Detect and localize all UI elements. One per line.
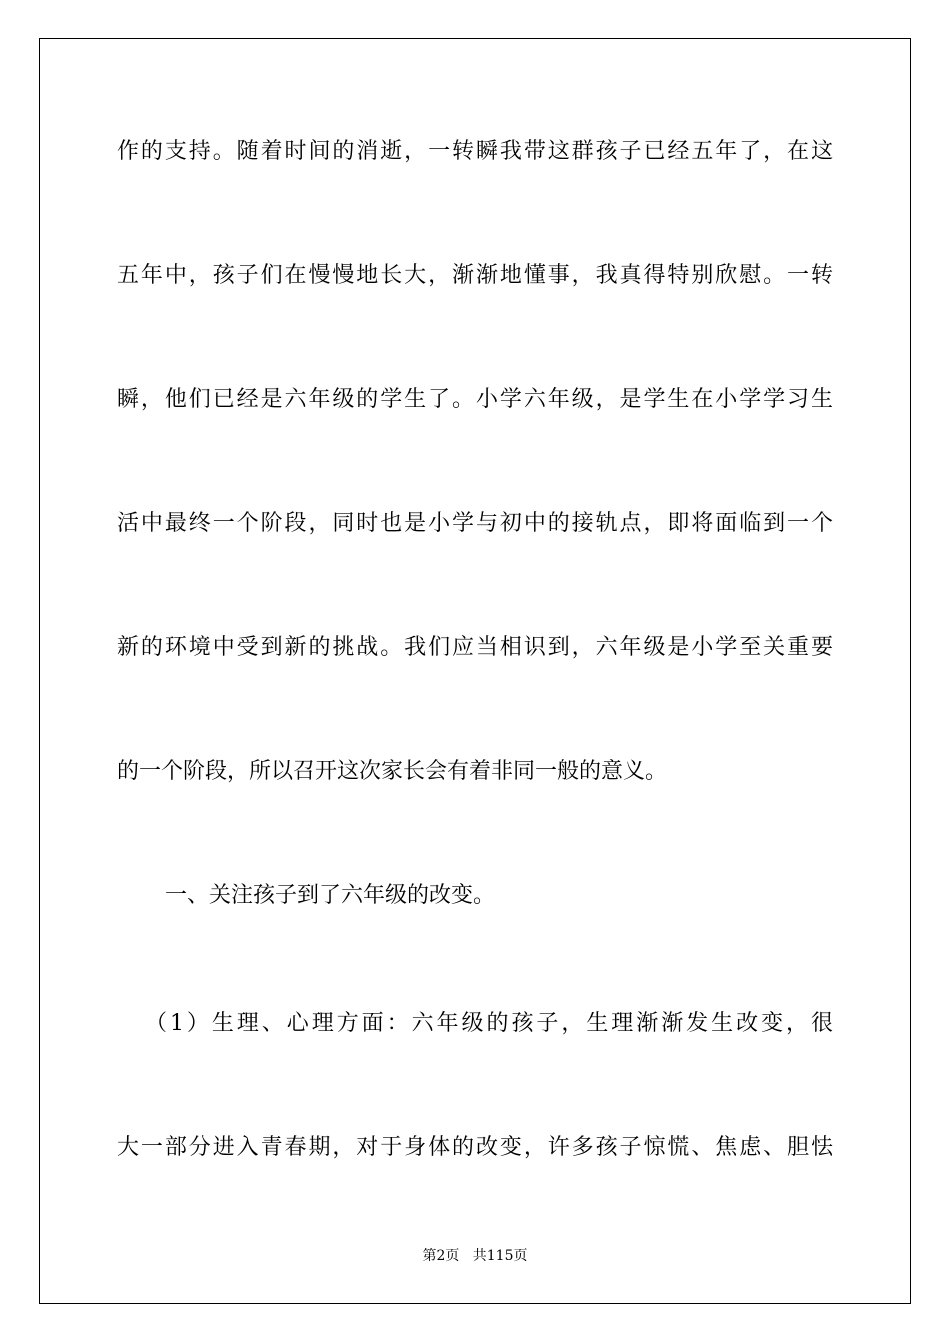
body-line-2: 五年中，孩子们在慢慢地长大，渐渐地懂事，我真得特别欣慰。一转 [117,263,833,288]
page-number: 第2页 [422,1248,460,1264]
body-line-8: （1）生理、心理方面：六年级的孩子，生理渐渐发生改变，很 [145,1011,833,1036]
body-line-6: 的一个阶段，所以召开这次家长会有着非同一般的意义。 [117,759,668,784]
body-line-4: 活中最终一个阶段，同时也是小学与初中的接轨点，即将面临到一个 [117,511,833,536]
body-line-5: 新的环境中受到新的挑战。我们应当相识到，六年级是小学至关重要 [117,635,833,660]
body-line-1: 作的支持。随着时间的消逝，一转瞬我带这群孩子已经五年了，在这 [117,139,833,164]
section-heading: 一、关注孩子到了六年级的改变。 [165,883,496,908]
page-total: 共115页 [472,1248,528,1264]
page-border [39,38,911,1304]
body-line-9: 大一部分进入青春期，对于身体的改变，许多孩子惊慌、焦虑、胆怯 [117,1135,833,1160]
body-line-3: 瞬，他们已经是六年级的学生了。小学六年级，是学生在小学学习生 [117,387,833,412]
page-footer [0,1246,950,1266]
